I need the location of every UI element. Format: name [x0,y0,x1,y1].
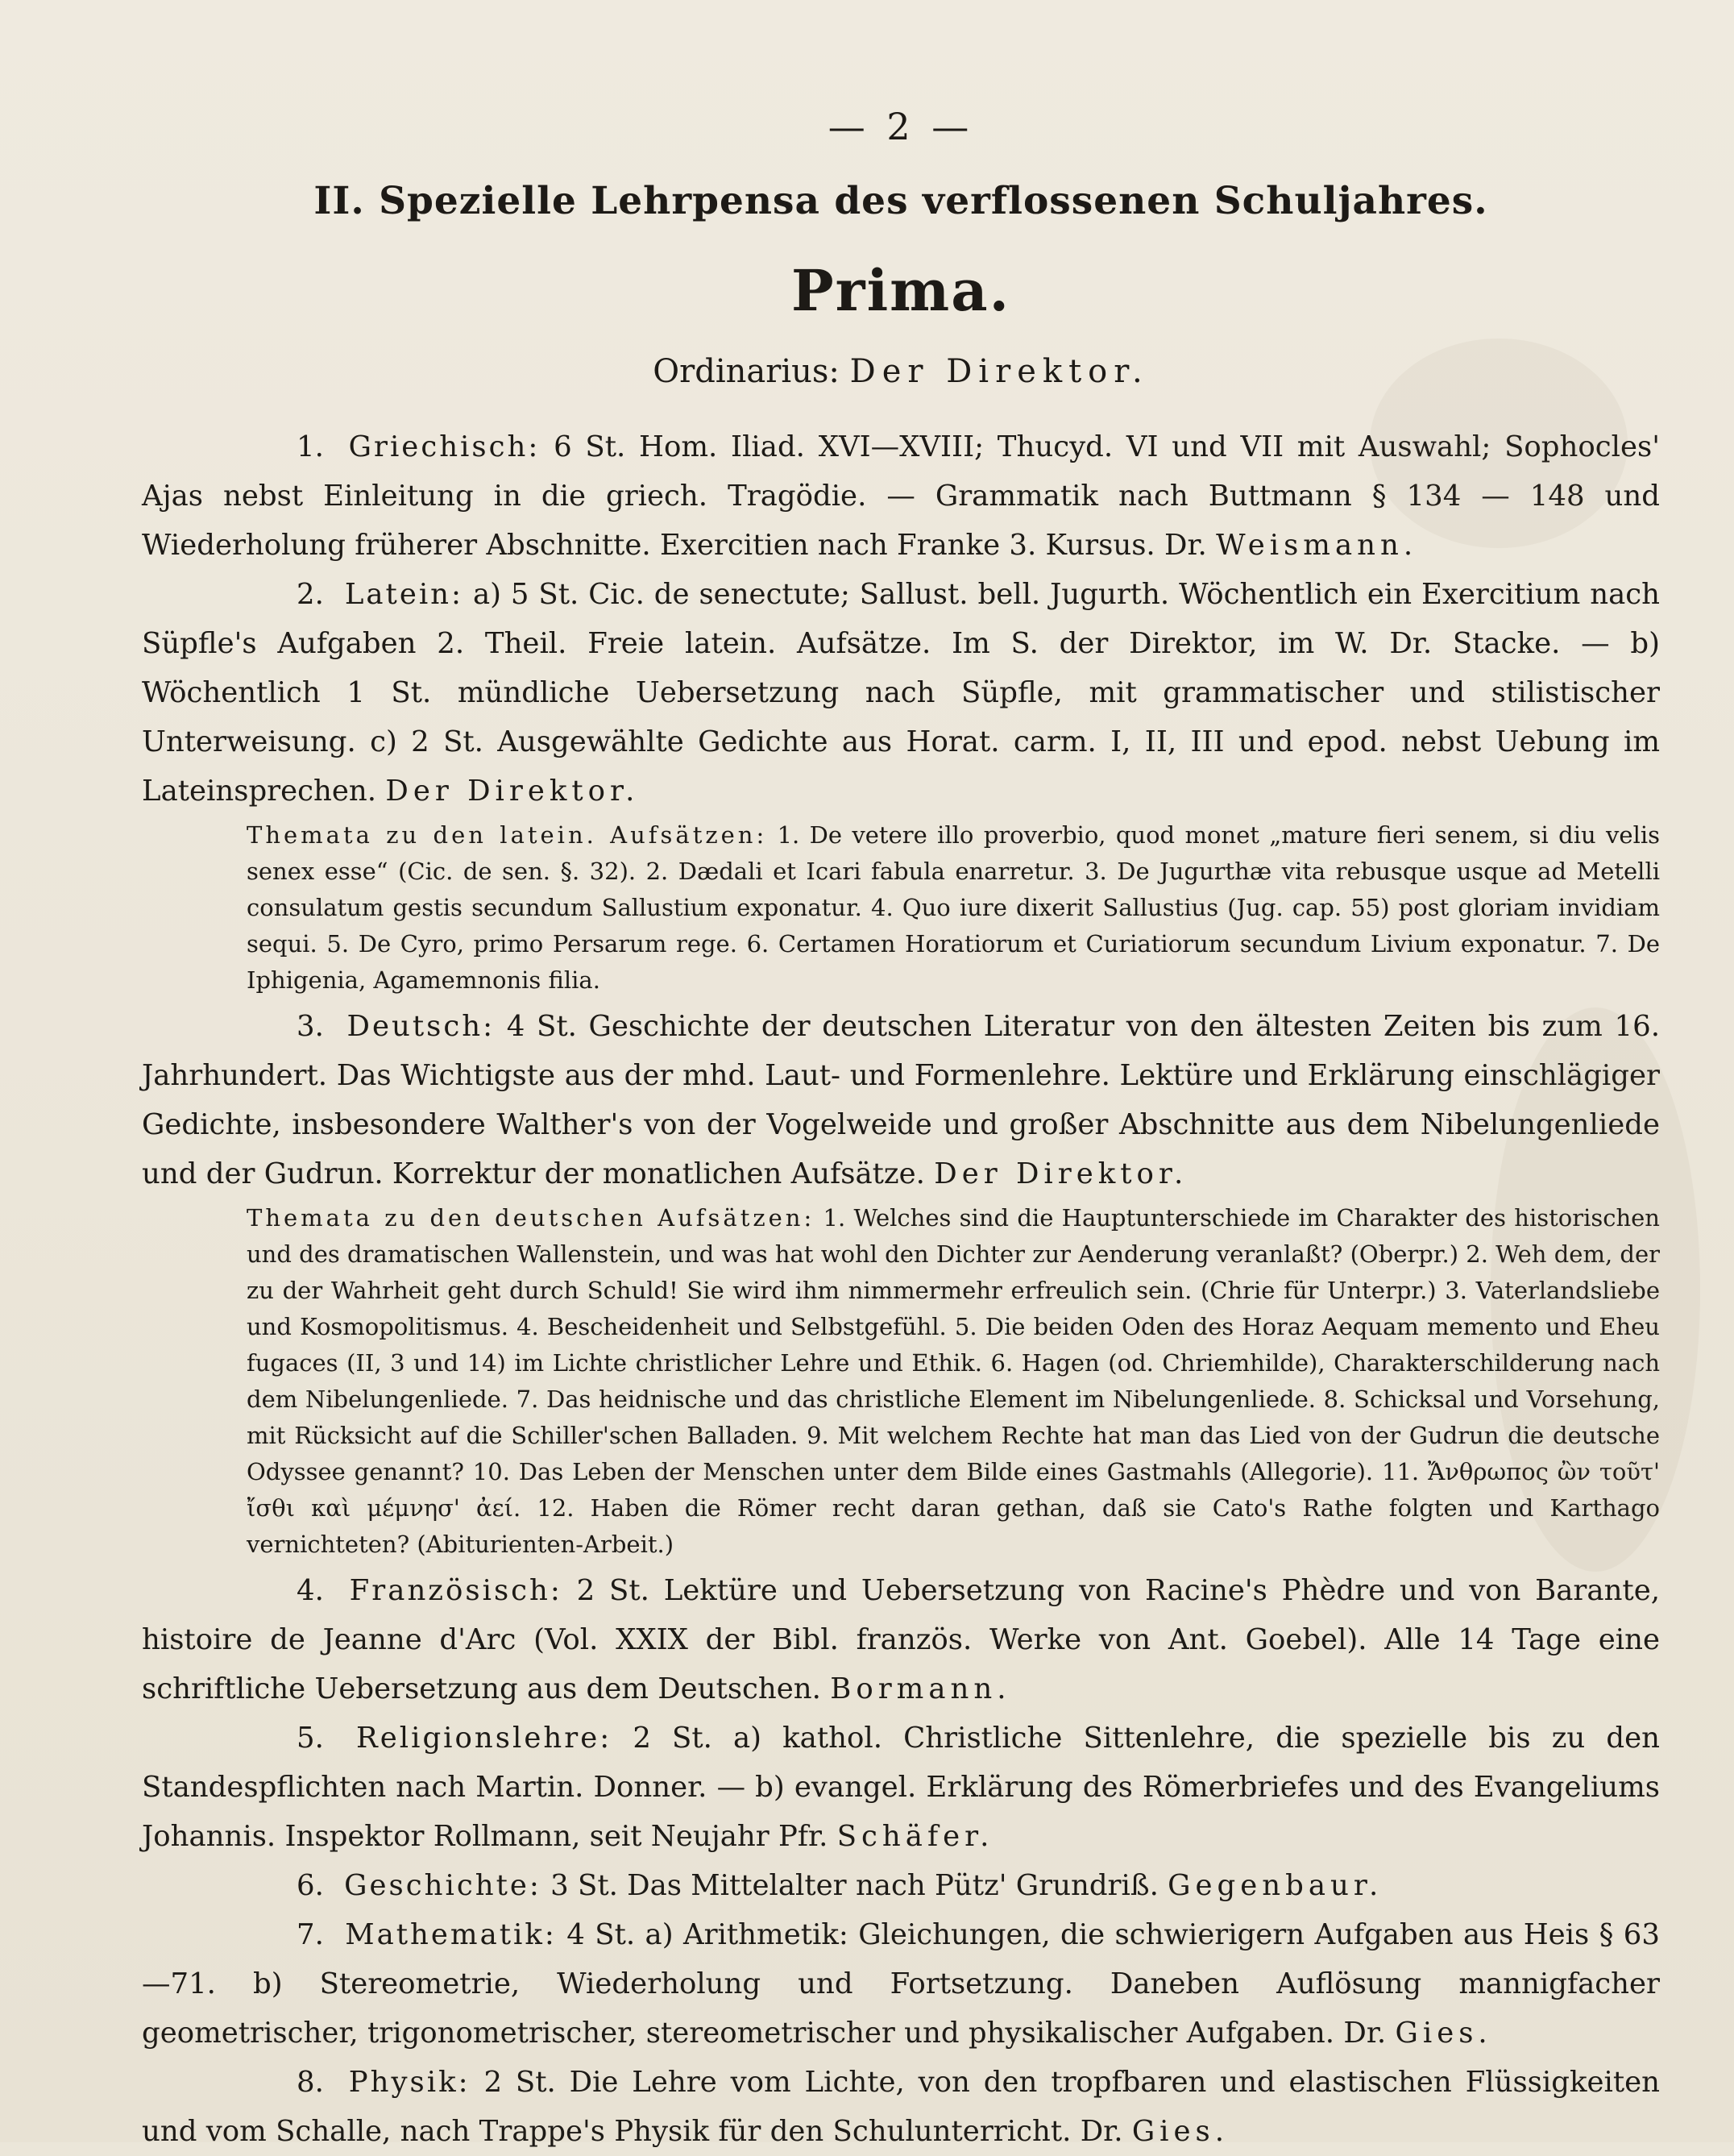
subject-name: Latein: [344,578,464,611]
subject-number: 8. [297,2066,324,2099]
subject-name: Griechisch: [348,430,541,463]
themata-german [247,1200,1660,1563]
subject-teacher: Bormann. [830,1672,1011,1705]
page-number: — 2 — [828,105,974,148]
subject-number: 5. [297,1722,324,1755]
subject-teacher: Gies. [1131,2115,1230,2148]
subject-text: a) 5 St. Cic. de senectute; Sallust. bell. Jugurth. Wöchentlich ein Exercitium nach Süpfle's Aufgaben 2. Theil. Freie latein. Aufsätze. Im S. der Direktor, im W. Dr. Stacke. — b) Wöchentlich 1 St. mündliche Uebersetzung nach Süpfle, mit grammatischer und stilistischer Unterweisung. c) 2 St. Ausgewählte Gedichte aus Horat. carm. I, II, III und epod. nebst Uebung im Lateinsprechen. [142,578,1660,808]
subject-religion [142,1714,1660,1861]
subject-text: 4 St. Geschichte der deutschen Literatur von den ältesten Zeiten bis zum 16. Jahrhundert. Das Wichtigste aus der mhd. Laut- und Formenlehre. Lektüre und Erklärung einschlägiger Gedichte, insbesondere Walther's von der Vogelweide und großer Abschnitte aus dem Nibelungenliede und der Gudrun. Korrektur der monatlichen Aufsätze. [142,1010,1660,1190]
subject-number: 6. [297,1869,324,1902]
subject-history [142,1861,1660,1910]
subject-number: 4. [297,1574,324,1607]
subject-german [142,1002,1660,1198]
subject-teacher: Der Direktor. [385,775,640,808]
subject-text: 2 St. Die Lehre vom Lichte, von den tropfbaren und elastischen Flüssigkeiten und vom Schalle, nach Trappe's Physik für den Schulunterricht. Dr. [142,2066,1660,2148]
subject-name: Französisch: [349,1574,562,1607]
subject-latin [142,570,1660,816]
themata-text: 1. De vetere illo proverbio, quod monet „mature fieri senem, si diu velis senex esse“ (Cic. de sen. §. 32). 2. Dædali et Icari fabula enarretur. 3. De Jugurthæ vita rebusque usque ad Metelli consulatum gestis secundum Sallustium exponatur. 4. Quo iure dixerit Sallustius (Jug. cap. 55) post gloriam invidiam sequi. 5. De Cyro, primo Persarum rege. 6. Certamen Horatiorum et Curiatiorum secundum Livium exponatur. 7. De Iphigenia, Agamemnonis filia. [247,821,1661,994]
subject-text: 2 St. Lektüre und Uebersetzung von Racine's Phèdre und von Barante, histoire de Jeanne d'Arc (Vol. XXIX der Bibl. französ. Werke von Ant. Goebel). Alle 14 Tage eine schriftliche Uebersetzung aus dem Deutschen. [142,1574,1660,1705]
ordinarius-value: Der Direktor. [849,353,1149,390]
subject-teacher: Weismann. [1216,529,1418,562]
subject-number: 3. [297,1010,324,1043]
subject-teacher: Der Direktor. [934,1157,1188,1190]
subject-teacher: Gegenbaur. [1168,1869,1383,1902]
subject-text: 2 St. a) kathol. Christliche Sittenlehre, die spezielle bis zu den Standespflichten nach Martin. Donner. — b) evangel. Erklärung des Römerbriefes und des Evangeliums Johannis. Inspektor Rollmann, seit Neujahr Pfr. [142,1722,1660,1853]
subject-number: 2. [297,578,324,611]
subject-number: 1. [297,430,324,463]
themata-text: 1. Welches sind die Hauptunterschiede im Charakter des historischen und des dramatischen Wallenstein, und was hat wohl den Dichter zur Aenderung veranlaßt? (Oberpr.) 2. Weh dem, der zu der Wahrheit geht durch Schuld! Sie wird ihm nimmermehr erfreulich sein. (Chrie für Unterpr.) 3. Vaterlandsliebe und Kosmopolitismus. 4. Bescheidenheit und Selbstgefühl. 5. Die beiden Oden des Horaz Aequam memento und Eheu fugaces (II, 3 und 14) im Lichte christlicher Lehre und Ethik. 6. Hagen (od. Chriemhilde), Charakterschilderung nach dem Nibelungenliede. 7. Das heidnische und das christliche Element im Nibelungenliede. 8. Schicksal und Vorsehung, mit Rücksicht auf die Schiller'schen Balladen. 9. Mit welchem Rechte hat man das Lied von der Gudrun die deutsche Odyssee genannt? 10. Das Leben der Menschen unter dem Bilde eines Gastmahls (Allegorie). 11. Ἄνθρωπος ὢν τοῦτ' ἴσθι καὶ μέμνησ' ἀεί. 12. Haben die Römer recht daran gethan, daß sie Cato's Rathe folgten und Karthago vernichteten? (Abiturienten-Arbeit.) [247,1204,1660,1558]
subject-text: 6 St. Hom. Iliad. XVI—XVIII; Thucyd. VI und VII mit Auswahl; Sophocles' Ajas nebst Einleitung in die griech. Tragödie. — Grammatik nach Buttmann § 134 — 148 und Wiederholung früherer Abschnitte. Exercitien nach Franke 3. Kursus. Dr. [142,430,1660,562]
subject-text: 3 St. Das Mittelalter nach Pütz' Grundriß. [550,1869,1159,1902]
subject-french [142,1566,1660,1714]
themata-latin [247,817,1660,999]
subject-physics [142,2058,1660,2156]
subject-name: Geschichte: [344,1869,541,1902]
subject-name: Deutsch: [346,1010,496,1043]
subject-teacher: Gies. [1395,2017,1492,2050]
subject-text: 4 St. a) Arithmetik: Gleichungen, die schwierigern Aufgaben aus Heis § 63—71. b) Stereometrie, Wiederholung und Fortsetzung. Daneben Auflösung mannigfacher geometrischer, trigonometrischer, stereometrischer und physikalischer Aufgaben. Dr. [142,1918,1660,2050]
themata-label: Themata zu den latein. Aufsätzen: [247,821,768,849]
section-heading: II. Spezielle Lehrpensa des verflossenen Schuljahres. [313,179,1488,223]
subject-mathematics [142,1910,1660,2058]
subject-teacher: Schäfer. [836,1820,994,1853]
subject-name: Physik: [348,2066,471,2099]
subject-name: Religionslehre: [356,1722,612,1755]
ordinarius-label: Ordinarius: [653,353,840,390]
subject-number: 7. [297,1918,324,1951]
subject-name: Mathematik: [345,1918,557,1951]
class-title: Prima. [791,257,1010,324]
themata-label: Themata zu den deutschen Aufsätzen: [247,1204,815,1232]
